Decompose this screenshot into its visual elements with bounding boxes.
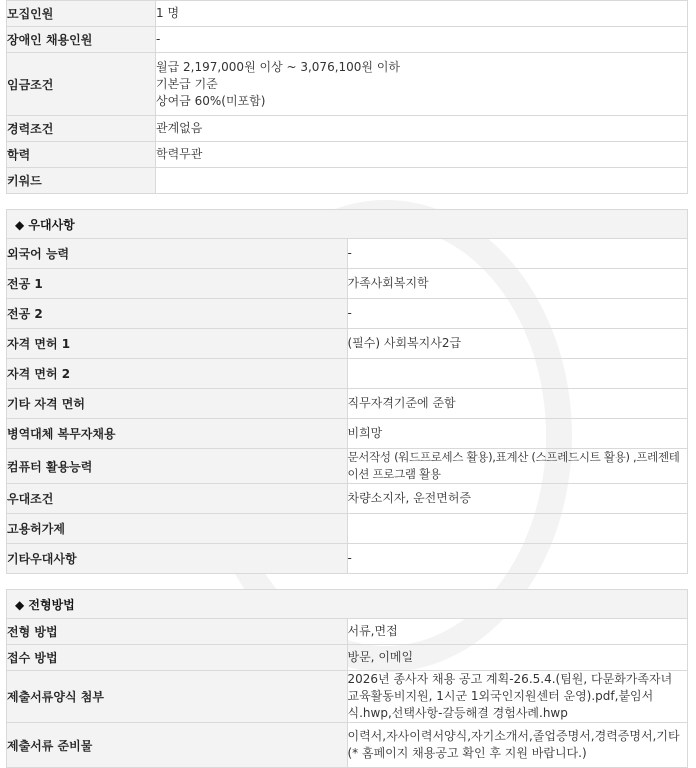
row-label: 기타 자격 면허: [7, 389, 348, 419]
row-label: 고용허가제: [7, 514, 348, 544]
basic-info-table: [6, 0, 688, 194]
row-value: -: [347, 299, 688, 329]
row-value: 이력서,자사이력서양식,자기소개서,졸업증명서,경력증명서,기타(* 홈페이지 채용공고 확인 후 지원 바랍니다.): [347, 723, 688, 768]
table-row: [7, 449, 688, 484]
wage-line: 월급 2,197,000원 이상 ~ 3,076,100원 이하: [156, 59, 401, 74]
row-label: 접수 방법: [7, 645, 348, 671]
row-value: -: [347, 544, 688, 574]
table-row: [7, 1, 688, 27]
row-label: 전공 1: [7, 269, 348, 299]
row-value: [156, 168, 688, 194]
row-label: 제출서류 준비물: [7, 723, 348, 768]
table-row: [7, 419, 688, 449]
table-row: [7, 27, 688, 53]
table-row: [7, 142, 688, 168]
section-title: ◆ 우대사항: [7, 210, 688, 239]
row-value: 1 명: [156, 1, 688, 27]
table-row: [7, 359, 688, 389]
row-value: (필수) 사회복지사2급: [347, 329, 688, 359]
table-row: [7, 168, 688, 194]
row-label: 모집인원: [7, 1, 156, 27]
row-label: 자격 면허 1: [7, 329, 348, 359]
wage-line: 기본급 기준: [156, 76, 218, 91]
row-label: 컴퓨터 활용능력: [7, 449, 348, 484]
table-row: [7, 484, 688, 514]
row-label: 장애인 채용인원: [7, 27, 156, 53]
table-row: [7, 619, 688, 645]
table-row: [7, 645, 688, 671]
row-value: -: [347, 239, 688, 269]
row-value: 문서작성 (워드프로세스 활용),표계산 (스프레드시트 활용) ,프레젠테이션 프로그램 활용: [347, 449, 688, 484]
row-label: 학력: [7, 142, 156, 168]
row-label: 우대조건: [7, 484, 348, 514]
row-label: 키워드: [7, 168, 156, 194]
row-value: 직무자격기준에 준함: [347, 389, 688, 419]
section-title: ◆ 전형방법: [7, 590, 688, 619]
row-value: 차량소지자, 운전면허증: [347, 484, 688, 514]
row-label: 병역대체 복무자채용: [7, 419, 348, 449]
row-label: 제출서류양식 첨부: [7, 671, 348, 723]
table-row: [7, 299, 688, 329]
row-value: -: [156, 27, 688, 53]
table-row: [7, 116, 688, 142]
section-header: [7, 590, 688, 619]
row-value: 관계없음: [156, 116, 688, 142]
table-row: [7, 239, 688, 269]
table-row: [7, 723, 688, 768]
table-row: [7, 389, 688, 419]
row-value: [347, 514, 688, 544]
row-value: 서류,면접: [347, 619, 688, 645]
preference-table: [6, 209, 688, 574]
row-label: 임금조건: [7, 53, 156, 116]
table-row: [7, 544, 688, 574]
attachment-files[interactable]: 2026년 종사자 채용 공고 계획-26.5.4.(팀원, 다문화가족자녀 교육활동비지원, 1시군 1외국인지원센터 운영).pdf,붙임서식.hwp,선택사항-갈등해결 경험사례.hwp: [347, 671, 688, 723]
table-row: [7, 329, 688, 359]
section-header: [7, 210, 688, 239]
row-label: 외국어 능력: [7, 239, 348, 269]
row-value: 학력무관: [156, 142, 688, 168]
row-label: 전형 방법: [7, 619, 348, 645]
selection-table: [6, 589, 688, 768]
row-label: 기타우대사항: [7, 544, 348, 574]
wage-value: [156, 53, 688, 116]
table-row: [7, 514, 688, 544]
row-value: 비희망: [347, 419, 688, 449]
row-label: 경력조건: [7, 116, 156, 142]
table-row: [7, 53, 688, 116]
row-value: 방문, 이메일: [347, 645, 688, 671]
row-value: 가족사회복지학: [347, 269, 688, 299]
table-row: [7, 671, 688, 723]
wage-line: 상여금 60%(미포함): [156, 93, 266, 108]
row-label: 전공 2: [7, 299, 348, 329]
row-label: 자격 면허 2: [7, 359, 348, 389]
row-value: [347, 359, 688, 389]
table-row: [7, 269, 688, 299]
